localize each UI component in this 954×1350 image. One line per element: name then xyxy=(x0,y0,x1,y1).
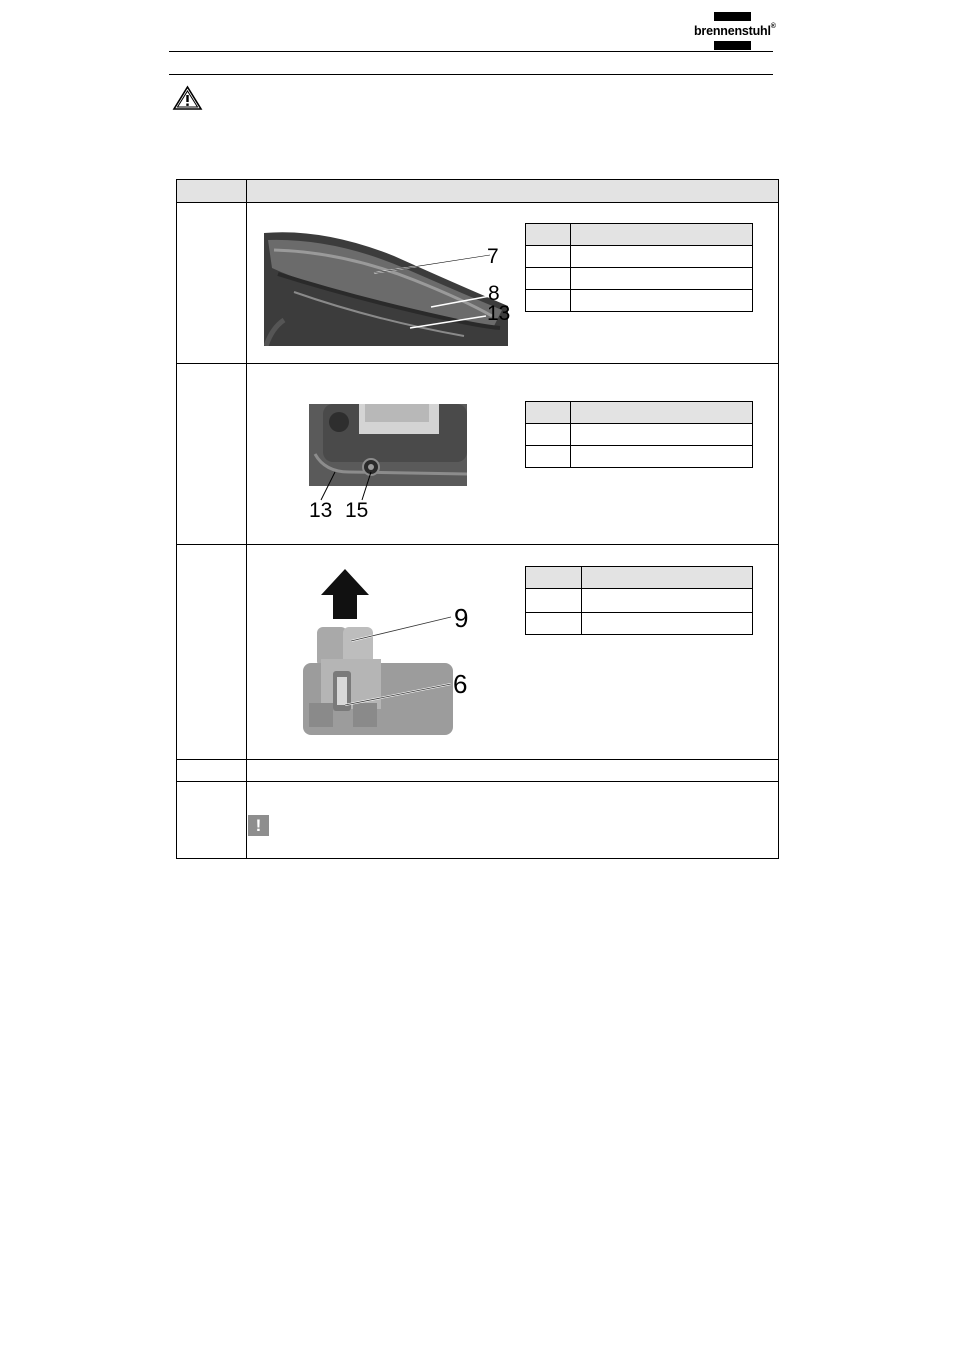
callout-label: 8 xyxy=(488,282,500,305)
warning-triangle-icon xyxy=(172,85,203,111)
callout-label: 6 xyxy=(453,669,468,699)
table-row-divider xyxy=(177,781,778,782)
header-rule xyxy=(169,51,773,52)
legend-row-divider xyxy=(526,612,752,613)
table-row-divider xyxy=(177,759,778,760)
section-rule xyxy=(169,74,773,75)
legend-header xyxy=(526,567,752,589)
legend-table xyxy=(525,566,753,635)
callout-label: 9 xyxy=(454,603,469,633)
logo-bar-top xyxy=(714,12,751,21)
callout-label: 7 xyxy=(487,245,499,268)
table-header-row xyxy=(177,180,778,203)
logo-bar-bottom xyxy=(714,41,751,50)
brand-logo xyxy=(694,12,778,50)
legend-table xyxy=(525,223,753,312)
exclamation-icon: ! xyxy=(248,815,269,836)
legend-column-divider xyxy=(581,567,582,634)
callout-label: 13 xyxy=(487,302,511,325)
table-row-divider xyxy=(177,544,778,545)
callout-label: 13 xyxy=(309,499,333,522)
table-column-divider xyxy=(246,180,247,858)
legend-row-divider xyxy=(526,445,752,446)
table-row-divider xyxy=(177,363,778,364)
legend-header xyxy=(526,402,752,424)
figure-connector-plug xyxy=(299,567,471,735)
figure-lamp-housing xyxy=(264,228,511,346)
callout-label: 15 xyxy=(345,499,369,522)
legend-header xyxy=(526,224,752,246)
legend-row-divider xyxy=(526,289,752,290)
legend-column-divider xyxy=(570,224,571,311)
legend-row-divider xyxy=(526,267,752,268)
legend-column-divider xyxy=(570,402,571,467)
legend-table xyxy=(525,401,753,468)
logo-wordmark: brennenstuhl® xyxy=(694,23,776,38)
